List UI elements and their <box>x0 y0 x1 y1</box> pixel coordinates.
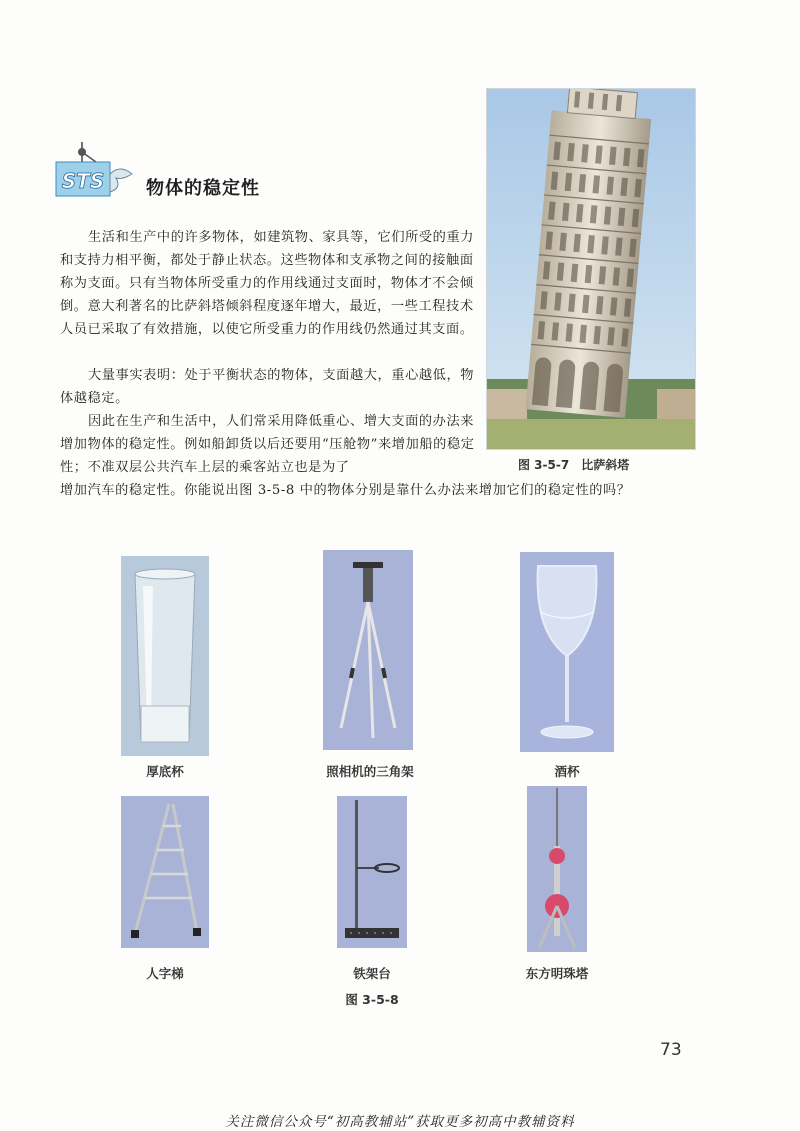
paragraph-methods-continued: 增加汽车的稳定性。你能说出图 3-5-8 中的物体分别是靠什么办法来增加它们的稳定性的吗？ <box>60 483 631 498</box>
step-ladder-photo <box>121 796 209 948</box>
sts-logo-text: STS <box>61 169 105 193</box>
label-iron-stand: 铁架台 <box>353 966 391 981</box>
oriental-pearl-tower-photo <box>527 786 587 952</box>
label-wine-glass: 酒杯 <box>554 764 580 779</box>
paragraph-intro: 生活和生产中的许多物体，如建筑物、家具等，它们所受的重力和支持力相平衡，都处于静止状态。这些物体和支承物之间的接触面称为支面。只有当物体所受重力的作用线通过支面时，物体才不会倾倒。意大利著名的比萨斜塔倾斜程度逐年增大，最近，一些工程技术人员已采取了有效措施，以使它所受重力的作用线仍然通过其支面。 <box>60 230 475 337</box>
footer-note: 关注微信公众号“初高教辅站”获取更多初高中教辅资料 <box>225 1114 575 1130</box>
sts-logo-icon <box>52 140 138 202</box>
section-title: 物体的稳定性 <box>146 178 260 199</box>
label-step-ladder: 人字梯 <box>146 966 184 981</box>
thick-bottom-cup-photo <box>121 556 209 756</box>
label-camera-tripod: 照相机的三角架 <box>326 764 414 779</box>
camera-tripod-photo <box>323 550 413 750</box>
page-number: 73 <box>660 1040 682 1060</box>
figure-group-caption: 图 3-5-8 <box>345 992 399 1007</box>
pisa-figure-caption: 图 3-5-7 比萨斜塔 <box>518 458 630 472</box>
label-thick-bottom-cup: 厚底杯 <box>146 764 184 779</box>
wine-glass-photo <box>520 552 614 752</box>
iron-stand-photo <box>337 796 407 948</box>
paragraph-fact: 大量事实表明：处于平衡状态的物体，支面越大，重心越低，物体越稳定。 <box>60 368 475 406</box>
pisa-tower-photo <box>486 88 696 450</box>
paragraph-methods: 因此在生产和生活中，人们常采用降低重心、增大支面的办法来增加物体的稳定性。例如船卸货以后还要用“压舱物”来增加船的稳定性；不准双层公共汽车上层的乘客站立也是为了 <box>60 414 475 475</box>
label-oriental-pearl-tower: 东方明珠塔 <box>525 966 589 981</box>
